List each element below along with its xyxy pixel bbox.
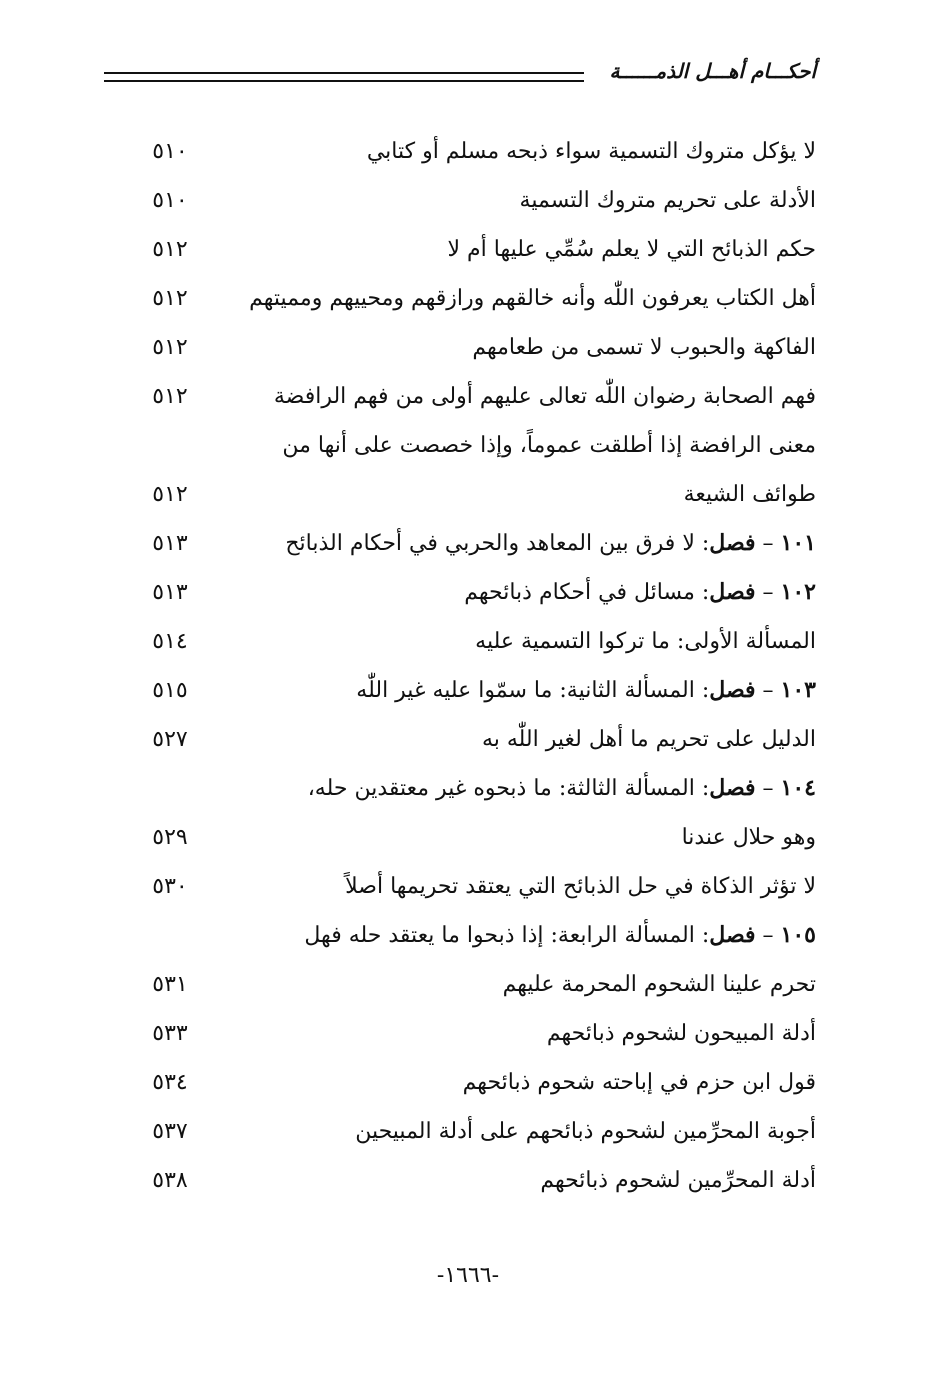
toc-entry [100,911,816,960]
toc-entry-page: ٥٣٧ [152,1119,188,1144]
toc-entry [100,617,816,666]
toc-entry-title [463,1058,816,1107]
toc-entry-page: ٥٢٩ [152,825,188,850]
toc-entry [100,715,816,764]
toc-entry-title [249,274,816,323]
section-label: فصل [709,775,756,801]
toc-entry-text: أدلة المحرِّمين لشحوم ذبائحهم [540,1168,816,1193]
toc-entry-title [547,1009,816,1058]
toc-entry-text: : مسائل في أحكام ذبائحهم [464,580,710,605]
toc-entry-title [367,127,816,176]
toc-entry-text: : لا فرق بين المعاهد والحربي في أحكام الذبائح [285,531,710,556]
toc-entry-title [503,960,816,1009]
toc-entry [100,225,816,274]
toc-entry-text: الفاكهة والحبوب لا تسمى من طعامهم [472,335,816,360]
toc-entry [100,323,816,372]
toc-entry [100,372,816,421]
section-label: فصل [709,579,756,605]
toc-entry-page: ٥٣٨ [152,1168,188,1193]
toc-entry-title [475,617,816,666]
section-number: ١٠٥ [780,922,816,948]
header-rules [104,0,584,100]
toc-entry [100,568,816,617]
toc-entry-text: : المسألة الرابعة: إذا ذبحوا ما يعتقد حله فهل [304,923,710,948]
toc-entry-page: ٥٢٧ [152,727,188,752]
toc-entry [100,764,816,813]
section-label: فصل [709,530,756,556]
toc-entry [100,1009,816,1058]
toc-entry-title [355,1107,816,1156]
toc-entry-page: ٥١٣ [152,531,188,556]
book-title: أحكـــام أهـــل الذمــــــة [603,56,816,86]
header-rule-top [104,72,584,74]
toc-entry-text: المسألة الأولى: ما تركوا التسمية عليه [475,629,816,654]
toc-entry-text: تحرم علينا الشحوم المحرمة عليهم [502,972,816,997]
section-number: ١٠١ [780,530,816,556]
toc-entry-text: الأدلة على تحريم متروك التسمية [519,188,816,213]
toc-entry-page: ٥٣٣ [152,1021,188,1046]
toc-entry [100,813,816,862]
toc-entry-text: لا تؤثر الذكاة في حل الذبائح التي يعتقد تحريمها أصلاً [345,874,816,899]
toc-entry-page: ٥١٠ [152,188,188,213]
toc-entry-text: : المسألة الثانية: ما سمّوا عليه غير اللّٰه [356,678,710,703]
table-of-contents [100,127,816,1205]
toc-entry-page: ٥١٢ [152,237,188,262]
toc-entry-page: ٥١٢ [152,286,188,311]
header-rule-bottom [104,80,584,82]
toc-entry [100,1156,816,1205]
toc-entry [100,421,816,470]
toc-entry-text: لا يؤكل متروك التسمية سواء ذبحه مسلم أو كتابي [366,139,816,164]
section-number: ١٠٤ [780,775,816,801]
toc-entry [100,519,816,568]
toc-entry-title [345,862,816,911]
toc-entry [100,1107,816,1156]
toc-entry-title [274,372,816,421]
toc-entry-title [520,176,816,225]
toc-entry-page: ٥١٥ [152,678,188,703]
toc-entry-title: ١٠٤ – فصل: المسألة الثالثة: ما ذبحوه غير معتقدين حله، [307,775,816,801]
toc-entry-text: قول ابن حزم في إباحته شحوم ذبائحهم [462,1070,816,1095]
toc-entry-title [482,715,816,764]
section-label: فصل [709,922,756,948]
section-number: ١٠٣ [780,677,816,703]
toc-entry-text: أدلة المبيحون لشحوم ذبائحهم [546,1021,816,1046]
toc-entry-page: ٥١٣ [152,580,188,605]
toc-entry-text: فهم الصحابة رضوان اللّٰه تعالى عليهم أولى من فهم الرافضة [273,384,816,409]
toc-entry-text: حكم الذبائح التي لا يعلم سُمِّي عليها أم لا [447,237,816,262]
toc-entry-page: ٥١٠ [152,139,188,164]
toc-entry-text: طوائف الشيعة [683,482,816,507]
toc-entry [100,470,816,519]
toc-entry-title: ١٠١ – فصل: لا فرق بين المعاهد والحربي في أحكام الذبائح [285,530,816,556]
toc-entry [100,1058,816,1107]
toc-entry [100,960,816,1009]
toc-entry-title [682,813,816,862]
toc-entry-page: ٥٣١ [152,972,188,997]
toc-entry-page: ٥١٢ [152,482,188,507]
toc-entry [100,176,816,225]
toc-entry-text: معنى الرافضة إذا أطلقت عموماً، وإذا خصصت على أنها من [282,433,816,458]
toc-entry-text: الدليل على تحريم ما أهل لغير اللّٰه به [481,727,816,752]
toc-entry-page: ٥١٢ [152,384,188,409]
toc-entry-title [282,421,816,470]
page-number: -١٦٦٦- [436,1263,500,1288]
toc-entry-title: ١٠٥ – فصل: المسألة الرابعة: إذا ذبحوا ما يعتقد حله فهل [304,922,816,948]
toc-entry-title [540,1156,816,1205]
toc-entry [100,127,816,176]
toc-entry-text: وهو حلال عندنا [681,825,816,850]
section-number: ١٠٢ [780,579,816,605]
toc-entry-text: أهل الكتاب يعرفون اللّٰه وأنه خالقهم ورازقهم ومحييهم ومميتهم [249,286,816,311]
toc-entry-page: ٥١٤ [152,629,188,654]
toc-entry-page: ٥٣٠ [152,874,188,899]
toc-entry-title: ١٠٢ – فصل: مسائل في أحكام ذبائحهم [464,579,816,605]
section-label: فصل [709,677,756,703]
toc-entry-page: ٥٣٤ [152,1070,188,1095]
toc-entry-page: ٥١٢ [152,335,188,360]
toc-entry-text: أجوبة المحرِّمين لشحوم ذبائحهم على أدلة المبيحين [355,1119,816,1144]
toc-entry [100,274,816,323]
toc-entry-title [684,470,816,519]
toc-entry-text: : المسألة الثالثة: ما ذبحوه غير معتقدين حله، [307,776,710,801]
toc-entry [100,666,816,715]
toc-entry-title: ١٠٣ – فصل: المسألة الثانية: ما سمّوا عليه غير اللّٰه [356,677,816,703]
toc-entry-title [472,323,816,372]
toc-entry [100,862,816,911]
toc-entry-title [447,225,816,274]
